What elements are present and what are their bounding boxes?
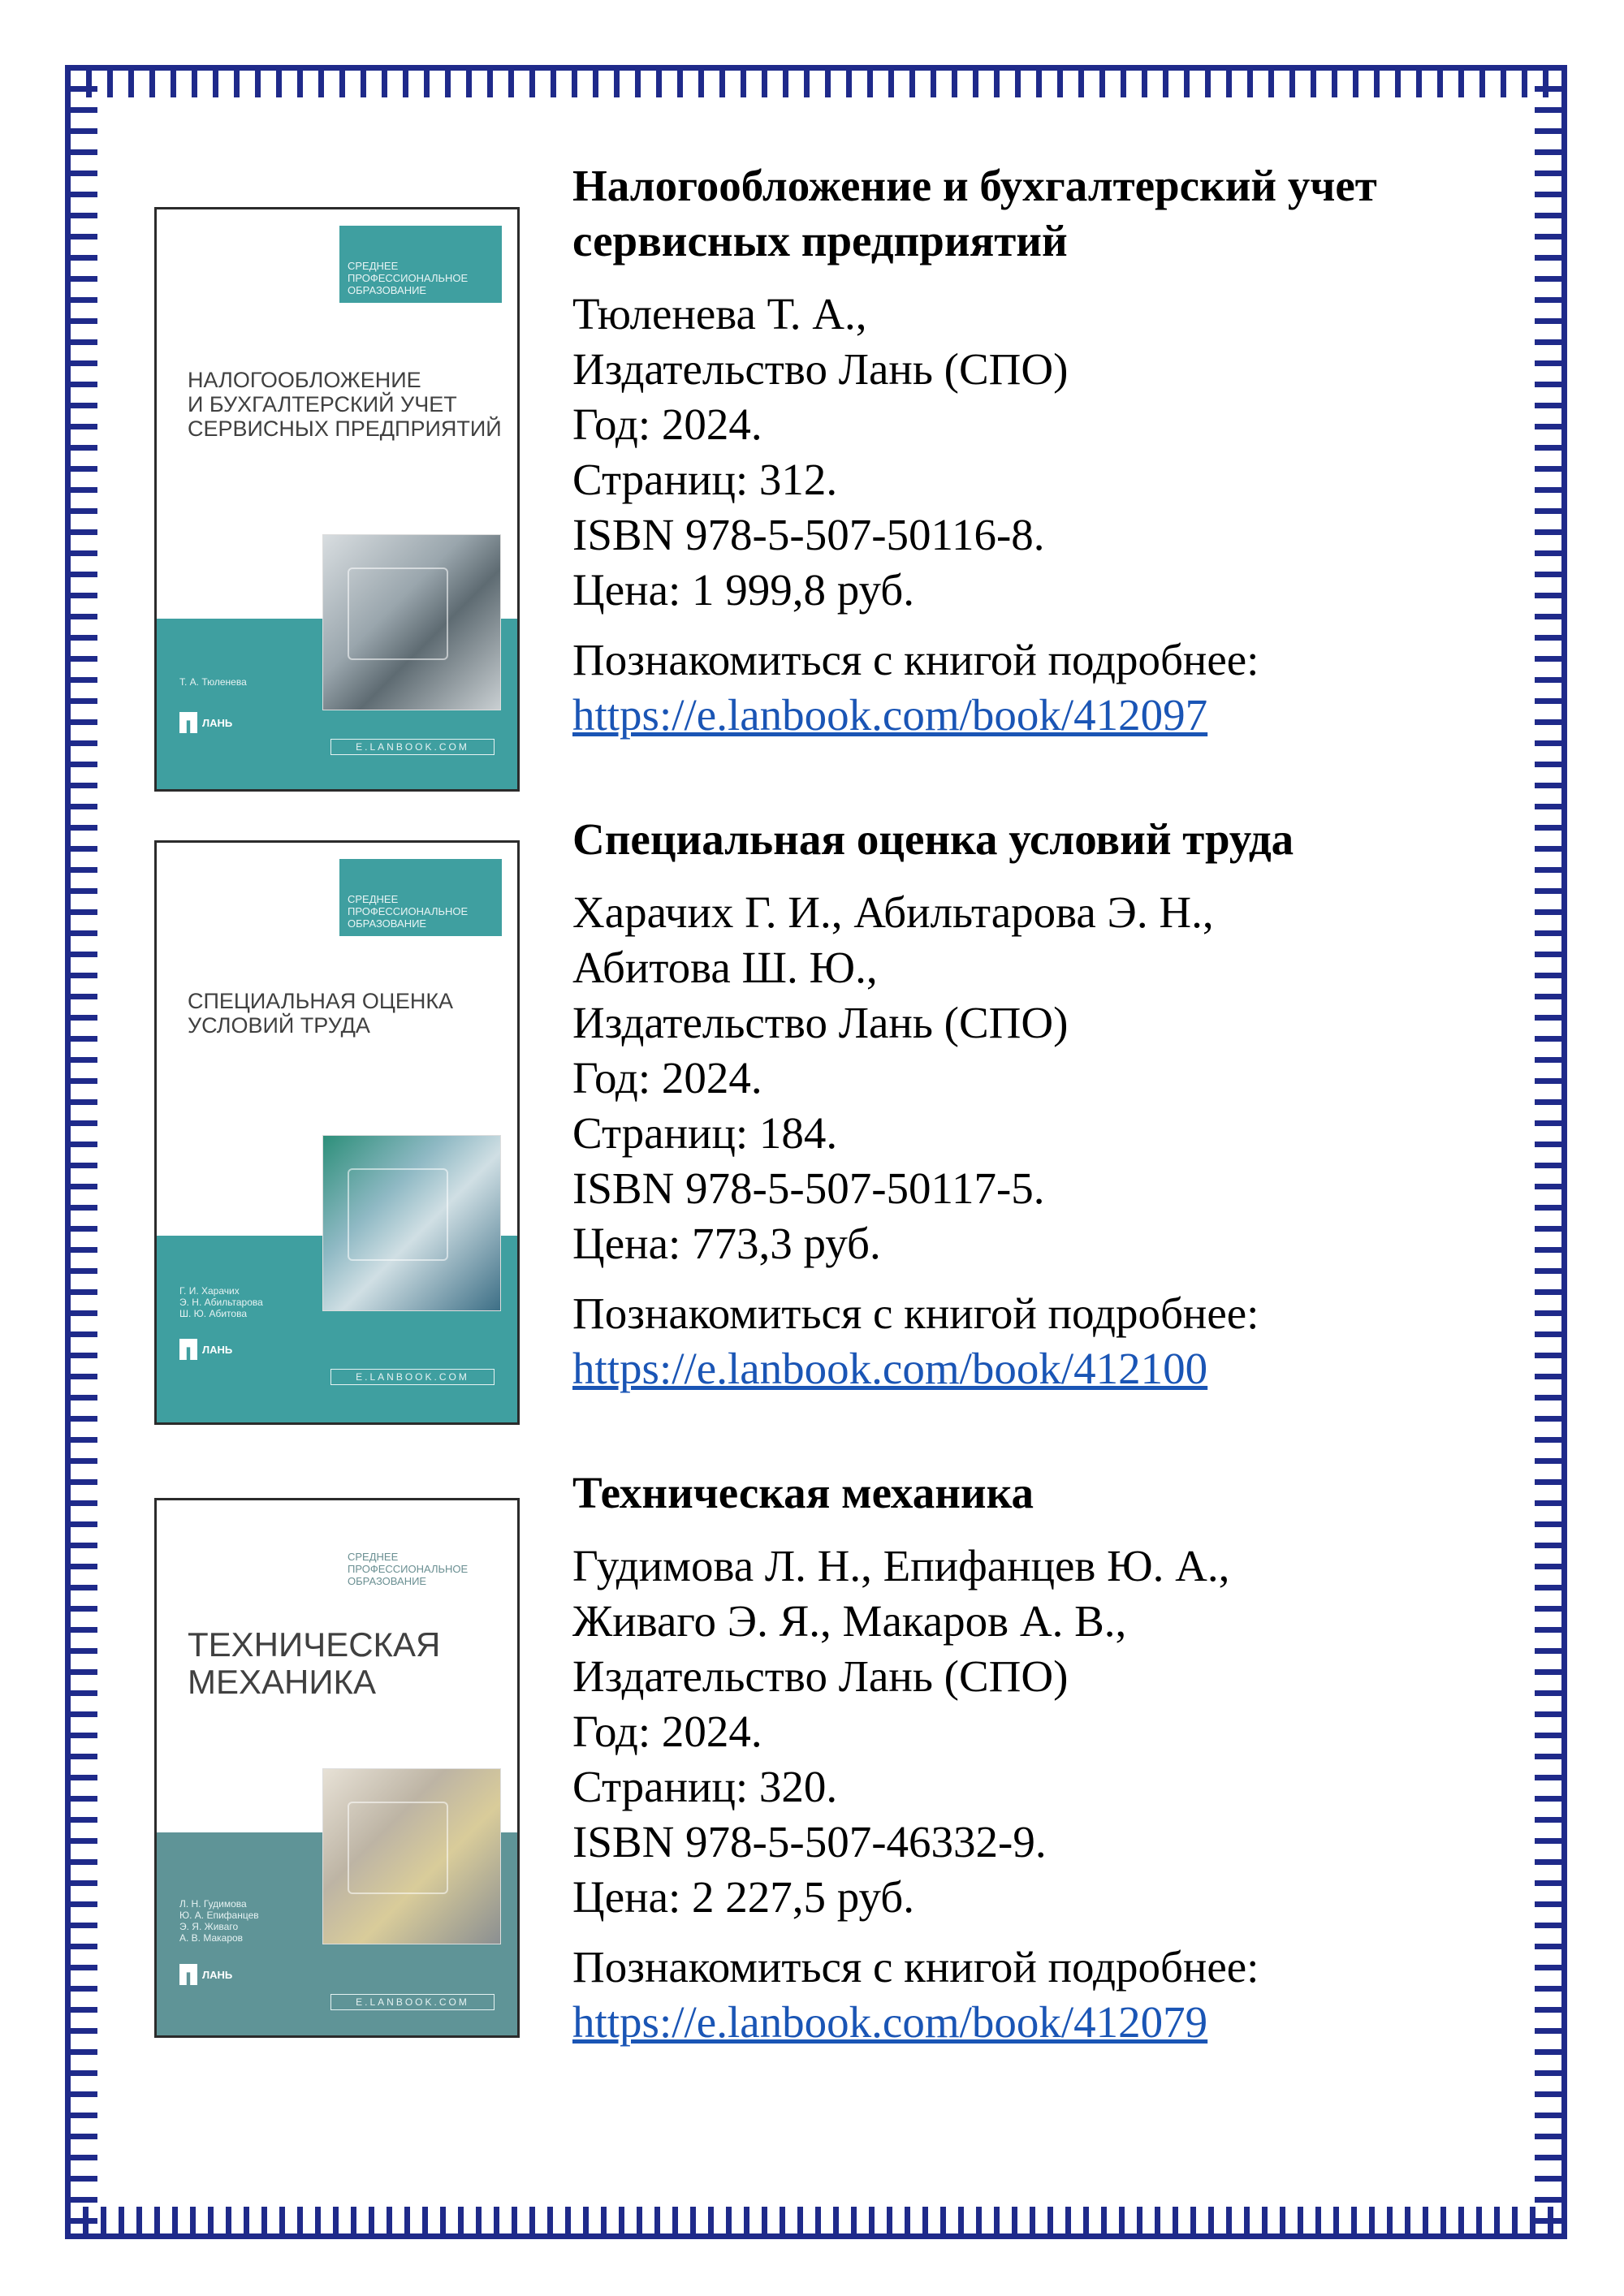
page-border-top bbox=[65, 65, 1567, 97]
book-more bbox=[572, 1286, 1506, 1396]
book-info-3 bbox=[572, 1465, 1506, 2050]
cover-title: НАЛОГООБЛОЖЕНИЕ И БУХГАЛТЕРСКИЙ УЧЕТ СЕРВИСНЫХ ПРЕДПРИЯТИЙ bbox=[188, 368, 502, 441]
cover-site: E.LANBOOK.COM bbox=[330, 739, 495, 755]
book-year: Год: 2024. bbox=[572, 1707, 762, 1756]
cover-photo-icon bbox=[322, 1768, 501, 1944]
book-cover-1[interactable] bbox=[154, 207, 520, 792]
page-border-left bbox=[65, 65, 97, 2239]
book-price: Цена: 2 227,5 руб. bbox=[572, 1872, 915, 1922]
publisher-logo: ЛАНЬ bbox=[179, 1963, 236, 1986]
book-publisher: Издательство Лань (СПО) bbox=[572, 1651, 1069, 1701]
book-publisher: Издательство Лань (СПО) bbox=[572, 344, 1069, 394]
book-year: Год: 2024. bbox=[572, 399, 762, 449]
cover-authors: Г. И. Харачих Э. Н. Абильтарова Ш. Ю. Абитова bbox=[179, 1285, 263, 1319]
cover-title: ТЕХНИЧЕСКАЯ МЕХАНИКА bbox=[188, 1625, 441, 1701]
book-cover-2[interactable] bbox=[154, 840, 520, 1425]
book-pages: Страниц: 320. bbox=[572, 1762, 838, 1811]
book-cover-3[interactable] bbox=[154, 1498, 520, 2038]
book-info-1 bbox=[572, 158, 1506, 743]
book-price: Цена: 773,3 руб. bbox=[572, 1219, 881, 1268]
book-authors: Гудимова Л. Н., Епифанцев Ю. А., bbox=[572, 1541, 1230, 1590]
cover-series-label: СРЕДНЕЕ ПРОФЕССИОНАЛЬНОЕ ОБРАЗОВАНИЕ bbox=[339, 859, 502, 936]
book-authors: Харачих Г. И., Абильтарова Э. Н., bbox=[572, 887, 1214, 937]
book-isbn: ISBN 978-5-507-50117-5. bbox=[572, 1163, 1045, 1213]
book-price: Цена: 1 999,8 руб. bbox=[572, 565, 915, 615]
book-authors-cont: Абитова Ш. Ю., bbox=[572, 943, 878, 992]
cover-title: СПЕЦИАЛЬНАЯ ОЦЕНКА УСЛОВИЙ ТРУДА bbox=[188, 989, 454, 1038]
cover-site: E.LANBOOK.COM bbox=[330, 1994, 495, 2010]
book-more bbox=[572, 632, 1506, 743]
book-entry-3 bbox=[154, 1465, 1502, 2172]
book-more-label: Познакомиться с книгой подробнее: bbox=[572, 1942, 1259, 1992]
page-border-bottom bbox=[65, 2207, 1567, 2239]
book-details bbox=[572, 885, 1506, 1271]
book-isbn: ISBN 978-5-507-46332-9. bbox=[572, 1817, 1047, 1867]
publisher-logo: ЛАНЬ bbox=[179, 711, 236, 734]
cover-series-label: СРЕДНЕЕ ПРОФЕССИОНАЛЬНОЕ ОБРАЗОВАНИЕ bbox=[348, 1551, 469, 1587]
deer-logo-icon bbox=[179, 1339, 197, 1360]
book-title: Налогообложение и бухгалтерский учет сервисных предприятий bbox=[572, 161, 1377, 265]
book-details bbox=[572, 287, 1506, 618]
book-pages: Страниц: 184. bbox=[572, 1108, 838, 1158]
cover-authors: Л. Н. Гудимова Ю. А. Епифанцев Э. Я. Живаго А. В. Макаров bbox=[179, 1898, 259, 1944]
book-more-label: Познакомиться с книгой подробнее: bbox=[572, 635, 1259, 684]
book-entry-1 bbox=[154, 158, 1502, 808]
cover-photo-icon bbox=[322, 1135, 501, 1311]
book-link[interactable]: https://e.lanbook.com/book/412097 bbox=[572, 690, 1208, 740]
book-info-2 bbox=[572, 812, 1506, 1396]
cover-photo-icon bbox=[322, 534, 501, 710]
cover-series-label: СРЕДНЕЕ ПРОФЕССИОНАЛЬНОЕ ОБРАЗОВАНИЕ bbox=[339, 226, 502, 303]
book-title: Специальная оценка условий труда bbox=[572, 814, 1294, 864]
book-authors-cont: Живаго Э. Я., Макаров А. В., bbox=[572, 1596, 1127, 1646]
publisher-logo: ЛАНЬ bbox=[179, 1338, 236, 1361]
book-link[interactable]: https://e.lanbook.com/book/412100 bbox=[572, 1344, 1208, 1393]
deer-logo-icon bbox=[179, 712, 197, 733]
book-link[interactable]: https://e.lanbook.com/book/412079 bbox=[572, 1997, 1208, 2047]
book-year: Год: 2024. bbox=[572, 1053, 762, 1103]
book-more-label: Познакомиться с книгой подробнее: bbox=[572, 1288, 1259, 1338]
deer-logo-icon bbox=[179, 1964, 197, 1985]
cover-authors: Т. А. Тюленева bbox=[179, 676, 247, 688]
book-entry-2 bbox=[154, 812, 1502, 1461]
book-isbn: ISBN 978-5-507-50116-8. bbox=[572, 510, 1045, 559]
book-title: Техническая механика bbox=[572, 1468, 1034, 1517]
book-authors: Тюленева Т. А., bbox=[572, 289, 867, 339]
cover-site: E.LANBOOK.COM bbox=[330, 1369, 495, 1385]
book-details bbox=[572, 1539, 1506, 1925]
book-more bbox=[572, 1940, 1506, 2050]
page-border-right bbox=[1535, 65, 1567, 2239]
book-publisher: Издательство Лань (СПО) bbox=[572, 998, 1069, 1047]
book-pages: Страниц: 312. bbox=[572, 455, 838, 504]
